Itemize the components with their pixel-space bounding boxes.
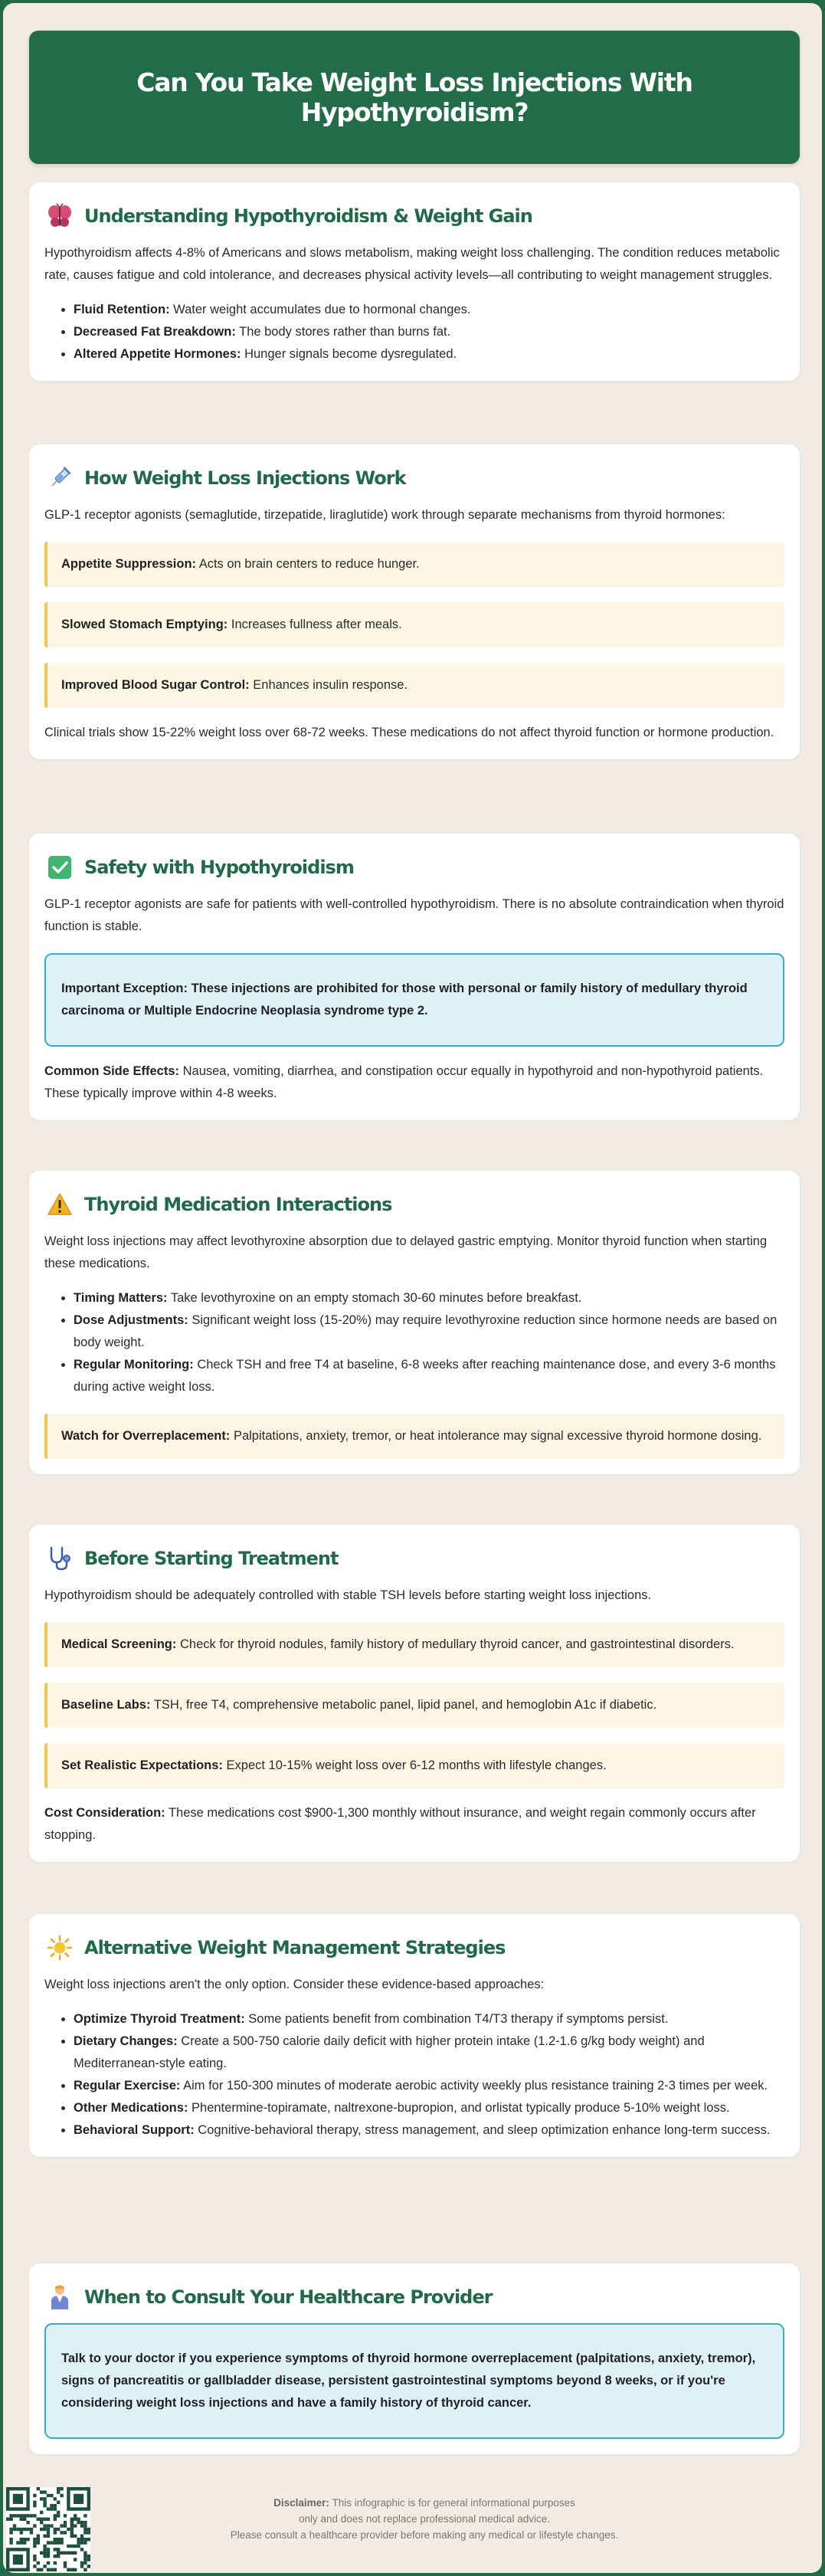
list-item: • Decreased Fat Breakdown: The body stores rather than burns fat. xyxy=(74,321,784,343)
section-header xyxy=(44,463,784,493)
bullet-list xyxy=(44,1287,784,1398)
callout-box: Medical Screening: Check for thyroid nodules, family history of medullary thyroid cancer, and gastrointestinal disorders. xyxy=(44,1622,784,1667)
list-item: • Altered Appetite Hormones: Hunger signals become dysregulated. xyxy=(74,343,784,365)
header-banner xyxy=(29,31,800,164)
section-header xyxy=(44,852,784,883)
section-header xyxy=(44,1543,784,1574)
section-before-treatment xyxy=(29,1525,800,1862)
section-how-injections-work xyxy=(29,444,800,759)
section-heading: Understanding Hypothyroidism & Weight Gain xyxy=(84,205,532,227)
section-heading: Alternative Weight Management Strategies xyxy=(84,1937,506,1958)
list-item: • Dietary Changes: Create a 500-750 calorie daily deficit with higher protein intake (1.2-1.6 g/kg body weight) and Mediterranean-style eating. xyxy=(74,2030,784,2075)
warning-icon xyxy=(44,1189,75,1220)
infographic-frame xyxy=(3,3,822,2573)
cost-consideration-text: Cost Consideration: These medications cost $900-1,300 monthly without insurance, and weight regain commonly occurs after stopping. xyxy=(44,1806,756,1842)
section-intro: Hypothyroidism affects 4-8% of Americans and slows metabolism, making weight loss challenging. The condition reduces metabolic rate, causes fatigue and cold intolerance, and decreases physical activity levels—all contributing to weight management struggles. xyxy=(44,246,780,282)
section-hypothyroidism-weight-gain xyxy=(29,182,800,381)
bullet-list xyxy=(44,299,784,365)
list-item: • Other Medications: Phentermine-topiramate, naltrexone-bupropion, and orlistat typically produce 5-10% weight loss. xyxy=(74,2097,784,2119)
exception-info-box: Important Exception: These injections are prohibited for those with personal or family history of medullary thyroid carcinoma or Multiple Endocrine Neoplasia syndrome type 2. xyxy=(44,953,784,1047)
section-intro: GLP-1 receptor agonists (semaglutide, tirzepatide, liraglutide) work through separate mechanisms from thyroid hormones: xyxy=(44,508,725,522)
section-header xyxy=(44,201,784,231)
section-outro: Clinical trials show 15-22% weight loss over 68-72 weeks. These medications do not affect thyroid function or hormone production. xyxy=(44,726,774,739)
section-safety xyxy=(29,834,800,1120)
list-item: • Regular Exercise: Aim for 150-300 minutes of moderate aerobic activity weekly plus resistance training 2-3 times per week. xyxy=(74,2075,784,2097)
footer xyxy=(3,2478,822,2573)
section-intro: Hypothyroidism should be adequately controlled with stable TSH levels before starting weight loss injections. xyxy=(44,1588,652,1602)
list-item: • Optimize Thyroid Treatment: Some patients benefit from combination T4/T3 therapy if symptoms persist. xyxy=(74,2008,784,2030)
section-header xyxy=(44,2282,784,2312)
section-intro: GLP-1 receptor agonists are safe for patients with well-controlled hypothyroidism. There is no absolute contraindication when thyroid function is stable. xyxy=(44,897,784,933)
section-heading: Thyroid Medication Interactions xyxy=(84,1194,392,1215)
section-heading: Safety with Hypothyroidism xyxy=(84,857,354,878)
callout-box: Baseline Labs: TSH, free T4, comprehensive metabolic panel, lipid panel, and hemoglobin A1c if diabetic. xyxy=(44,1683,784,1728)
qr-code-icon[interactable] xyxy=(6,2487,90,2571)
section-header xyxy=(44,1932,784,1963)
doctor-icon xyxy=(44,2282,75,2312)
section-heading: Before Starting Treatment xyxy=(84,1548,339,1569)
section-alternative-strategies xyxy=(29,1914,800,2157)
callout-box: Improved Blood Sugar Control: Enhances insulin response. xyxy=(44,663,784,708)
bullet-list xyxy=(44,2008,784,2142)
section-intro: Weight loss injections may affect levothyroxine absorption due to delayed gastric emptying. Monitor thyroid function when starting these medications. xyxy=(44,1234,768,1270)
list-item: • Fluid Retention: Water weight accumulates due to hormonal changes. xyxy=(74,299,784,321)
page-title: Can You Take Weight Loss Injections With Hypothyroidism? xyxy=(136,67,692,127)
section-intro: Weight loss injections aren't the only option. Consider these evidence-based approaches: xyxy=(44,1978,545,1991)
syringe-icon xyxy=(44,463,75,493)
stethoscope-icon xyxy=(44,1543,75,1574)
check-mark-icon xyxy=(44,852,75,883)
section-medication-interactions xyxy=(29,1171,800,1474)
callout-box: Appetite Suppression: Acts on brain centers to reduce hunger. xyxy=(44,542,784,587)
consult-info-box: Talk to your doctor if you experience symptoms of thyroid hormone overreplacement (palpitations, anxiety, tremor), signs of pancreatitis or gallbladder disease, persistent gastrointestinal symptoms beyond 8 weeks, or if you're considering weight loss injections and have a family history of thyroid cancer. xyxy=(44,2323,784,2439)
callout-box: Set Realistic Expectations: Expect 10-15% weight loss over 6-12 months with lifestyle changes. xyxy=(44,1743,784,1788)
list-item: • Timing Matters: Take levothyroxine on an empty stomach 30-60 minutes before breakfast. xyxy=(74,1287,784,1309)
list-item: • Behavioral Support: Cognitive-behavioral therapy, stress management, and sleep optimization enhance long-term success. xyxy=(74,2119,784,2142)
section-heading: When to Consult Your Healthcare Provider xyxy=(84,2286,493,2308)
list-item: • Dose Adjustments: Significant weight loss (15-20%) may require levothyroxine reduction since hormone needs are based on body weight. xyxy=(74,1309,784,1354)
callout-box: Watch for Overreplacement: Palpitations, anxiety, tremor, or heat intolerance may signal excessive thyroid hormone dosing. xyxy=(44,1414,784,1459)
side-effects-text: Common Side Effects: Nausea, vomiting, diarrhea, and constipation occur equally in hypothyroid and non-hypothyroid patients. These typically improve within 4-8 weeks. xyxy=(44,1064,764,1100)
section-header xyxy=(44,1189,784,1220)
callout-box: Slowed Stomach Emptying: Increases fullness after meals. xyxy=(44,602,784,647)
list-item: • Regular Monitoring: Check TSH and free T4 at baseline, 6-8 weeks after reaching maintenance dose, and every 3-6 months during active weight loss. xyxy=(74,1354,784,1398)
section-heading: How Weight Loss Injections Work xyxy=(84,467,406,489)
butterfly-icon xyxy=(44,201,75,231)
disclaimer: Disclaimer: This infographic is for general informational purposes only and does not replace professional medical advice. Please consult a healthcare provider before making any medical or lifestyle changes. xyxy=(230,2497,619,2541)
section-consult-provider xyxy=(29,2263,800,2454)
sun-icon xyxy=(44,1932,75,1963)
